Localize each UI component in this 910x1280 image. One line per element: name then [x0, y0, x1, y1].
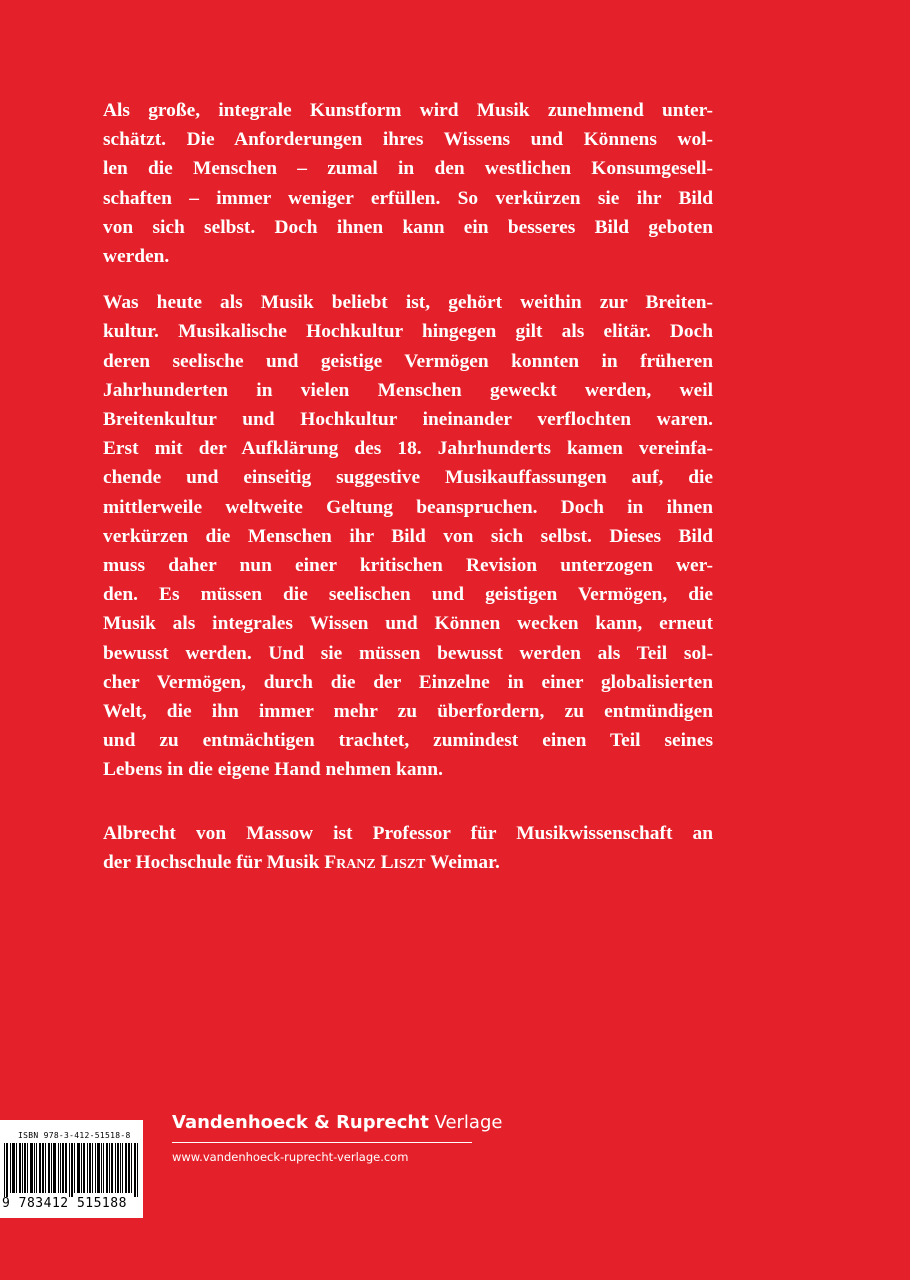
- barcode-bar: [71, 1143, 72, 1197]
- blurb-paragraph-1: [103, 96, 713, 271]
- text-line: schaften – immer weniger erfüllen. So verkürzen sie ihr Bild: [103, 187, 713, 209]
- barcode-bar: [30, 1143, 31, 1193]
- isbn-label: ISBN 978-3-412-51518-8: [18, 1131, 131, 1140]
- barcode-bar: [27, 1143, 28, 1193]
- text-line: Lebens in die eigene Hand nehmen kann.: [103, 759, 443, 781]
- barcode-bar: [101, 1143, 102, 1193]
- text-line: bewusst werden. Und sie müssen bewusst werden als Teil sol-: [103, 642, 713, 664]
- publisher-name: [172, 1112, 502, 1133]
- text-line: Als große, integrale Kunstform wird Musik zunehmend unter-: [103, 100, 713, 121]
- barcode-bar: [53, 1143, 54, 1193]
- barcode-bar: [122, 1143, 123, 1193]
- text-line: den. Es müssen die seelischen und geistigen Vermögen, die: [103, 584, 713, 606]
- text-line: Welt, die ihn immer mehr zu überfordern, zu entmündigen: [103, 701, 713, 723]
- barcode-bar: [135, 1143, 136, 1197]
- barcode-bar: [14, 1143, 15, 1193]
- barcode-bar: [79, 1143, 80, 1193]
- author-note-institution: Franz Liszt: [324, 851, 426, 873]
- barcode-bar: [92, 1143, 93, 1193]
- barcode-bar: [125, 1143, 126, 1193]
- barcode-bar: [111, 1143, 112, 1193]
- barcode-bar: [4, 1143, 5, 1197]
- publisher-name-light: Verlage: [428, 1112, 503, 1133]
- barcode-bar: [7, 1143, 8, 1197]
- barcode-bar: [106, 1143, 107, 1193]
- barcode-bar: [55, 1143, 56, 1193]
- barcode-bar: [78, 1143, 79, 1193]
- text-line: [103, 848, 713, 877]
- barcode-bar: [112, 1143, 113, 1193]
- barcode-bar: [10, 1143, 11, 1193]
- barcode-bar: [66, 1143, 67, 1193]
- barcode-bar: [65, 1143, 66, 1193]
- barcode-bar: [131, 1143, 132, 1193]
- blurb-text-block: [103, 96, 713, 894]
- publisher-name-bold: Vandenhoeck & Ruprecht: [172, 1112, 429, 1133]
- barcode-bar: [90, 1143, 91, 1193]
- barcode-bar: [95, 1143, 96, 1193]
- text-line: von sich selbst. Doch ihnen kann ein besseres Bild geboten: [103, 216, 713, 238]
- text-line: Albrecht von Massow ist Professor für Musikwissenschaft an: [103, 822, 713, 844]
- publisher-url: www.vandenhoeck-ruprecht-verlage.com: [172, 1150, 409, 1164]
- barcode-bar: [58, 1143, 59, 1193]
- barcode-bar: [48, 1143, 49, 1193]
- barcode-bar: [129, 1143, 130, 1193]
- barcode-bar: [13, 1143, 14, 1193]
- barcode-bar: [117, 1143, 118, 1193]
- barcode-bar: [20, 1143, 21, 1193]
- barcode-bar: [31, 1143, 32, 1193]
- barcode-bar: [62, 1143, 63, 1193]
- barcode-bar: [97, 1143, 98, 1193]
- barcode-bar: [118, 1143, 119, 1193]
- barcode-bar: [54, 1143, 55, 1193]
- author-note-suffix: Weimar.: [425, 851, 500, 873]
- barcode-bar: [69, 1143, 70, 1197]
- text-line: chende und einseitig suggestive Musikauffassungen auf, die: [103, 467, 713, 489]
- barcode-bar: [107, 1143, 108, 1193]
- barcode-bar: [60, 1143, 61, 1193]
- barcode-bar: [109, 1143, 110, 1193]
- barcode-bar: [128, 1143, 129, 1193]
- barcode-bar: [36, 1143, 37, 1193]
- text-line: und zu entmächtigen trachtet, zumindest einen Teil seines: [103, 730, 713, 752]
- text-line: schätzt. Die Anforderungen ihres Wissens und Könnens wol-: [103, 129, 713, 151]
- barcode-bar: [84, 1143, 85, 1193]
- barcode-bar: [98, 1143, 99, 1193]
- barcode-bar: [137, 1143, 138, 1197]
- barcode-bar: [42, 1143, 43, 1193]
- barcode-bar: [40, 1143, 41, 1193]
- text-line: mittlerweile weltweite Geltung beanspruchen. Doch in ihnen: [103, 496, 713, 518]
- blurb-paragraph-2: [103, 288, 713, 784]
- publisher-divider: [172, 1142, 472, 1143]
- barcode-bar: [43, 1143, 44, 1193]
- text-line: Breitenkultur und Hochkultur ineinander verflochten waren.: [103, 409, 713, 431]
- author-note-prefix: der Hochschule für Musik: [103, 851, 325, 873]
- barcode-bar: [12, 1143, 13, 1193]
- text-line: muss daher nun einer kritischen Revision unterzogen wer-: [103, 555, 713, 577]
- text-line: len die Menschen – zumal in den westlichen Konsumgesell-: [103, 158, 713, 180]
- text-line: kultur. Musikalische Hochkultur hingegen gilt als elitär. Doch: [103, 321, 713, 343]
- barcode-bar: [115, 1143, 116, 1193]
- barcode-bar: [81, 1143, 82, 1193]
- barcode-bar: [126, 1143, 127, 1193]
- barcode-bar: [77, 1143, 78, 1193]
- barcode-bar: [83, 1143, 84, 1193]
- barcode-bar: [24, 1143, 25, 1193]
- barcode-bar: [19, 1143, 20, 1193]
- barcode-bar: [51, 1143, 52, 1193]
- barcode-bar: [39, 1143, 40, 1193]
- barcode-digits: 9 783412 515188: [2, 1196, 127, 1211]
- barcode-graphic: [4, 1143, 140, 1197]
- text-line: verkürzen die Menschen ihr Bild von sich selbst. Dieses Bild: [103, 525, 713, 547]
- barcode-bar: [72, 1143, 73, 1197]
- barcode-bar: [34, 1143, 35, 1193]
- barcode-bar: [87, 1143, 88, 1193]
- barcode-bar: [99, 1143, 100, 1193]
- text-line: Erst mit der Aufklärung des 18. Jahrhunderts kamen vereinfa-: [103, 438, 713, 460]
- barcode-bar: [103, 1143, 104, 1193]
- barcode-bar: [45, 1143, 46, 1193]
- barcode-bar: [63, 1143, 64, 1193]
- barcode-bar: [120, 1143, 121, 1193]
- barcode-bar: [32, 1143, 33, 1193]
- text-line: werden.: [103, 246, 170, 268]
- barcode-bar: [22, 1143, 23, 1193]
- barcode-bar: [16, 1143, 17, 1193]
- text-line: Jahrhunderten in vielen Menschen geweckt werden, weil: [103, 379, 713, 401]
- author-note: [103, 819, 713, 877]
- barcode-bar: [25, 1143, 26, 1193]
- barcode-bar: [49, 1143, 50, 1193]
- text-line: cher Vermögen, durch die der Einzelne in einer globalisierten: [103, 671, 713, 693]
- barcode-bar: [6, 1143, 7, 1197]
- text-line: Musik als integrales Wissen und Können wecken kann, erneut: [103, 613, 713, 635]
- text-line: deren seelische und geistige Vermögen konnten in früheren: [103, 350, 713, 372]
- barcode-bar: [134, 1143, 135, 1197]
- barcode-bar: [74, 1143, 75, 1193]
- barcode-bar: [89, 1143, 90, 1193]
- text-line: Was heute als Musik beliebt ist, gehört weithin zur Breiten-: [103, 292, 713, 314]
